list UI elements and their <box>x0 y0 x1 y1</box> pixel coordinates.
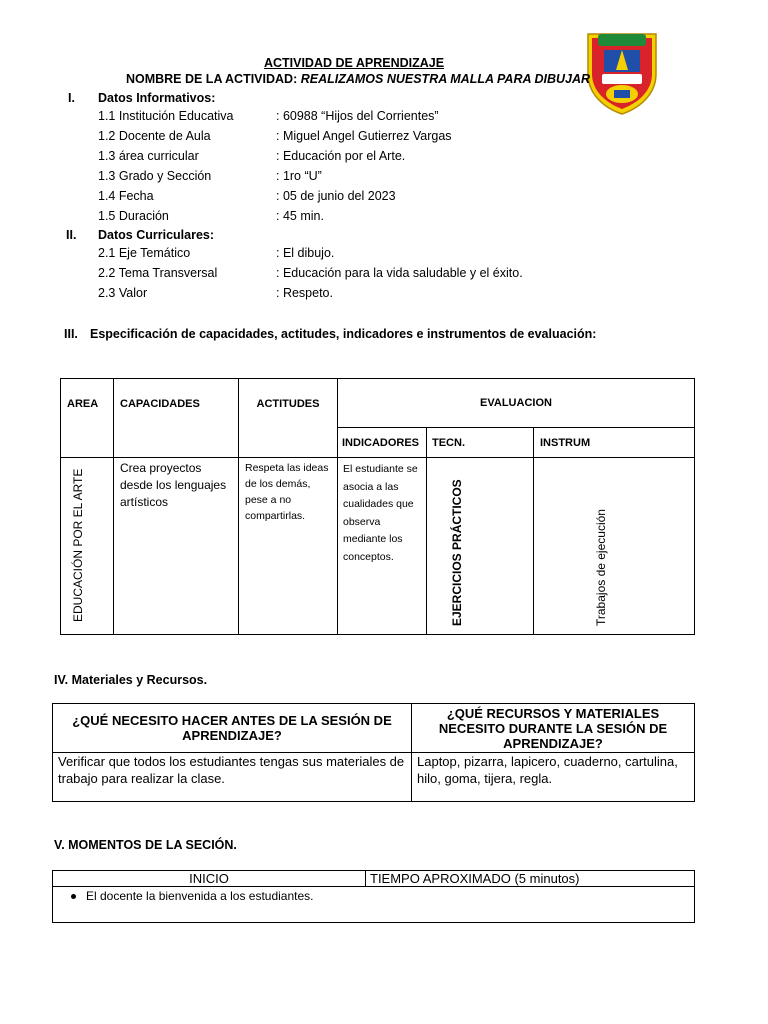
section-1-title: Datos Informativos: <box>98 91 216 105</box>
info-label: 1.3 área curricular <box>98 149 199 163</box>
cell-area <box>61 458 114 635</box>
materials-body-before: Verificar que todos los estudiantes tengas sus materiales de trabajo para realizar la clase. <box>53 753 412 802</box>
header-evaluacion: EVALUACION <box>338 379 695 428</box>
info-value: : Miguel Angel Gutierrez Vargas <box>276 129 452 143</box>
activity-name-line <box>0 72 716 86</box>
area-vertical-text: EDUCACIÓN POR EL ARTE <box>71 468 85 622</box>
evaluation-table <box>60 378 695 635</box>
header-indicadores: INDICADORES <box>338 428 427 458</box>
info-label: 1.1 Institución Educativa <box>98 109 234 123</box>
info-label: 1.2 Docente de Aula <box>98 129 211 143</box>
moments-table <box>52 870 695 923</box>
bullet-icon <box>71 894 76 899</box>
activity-name: REALIZAMOS NUESTRA MALLA PARA DIBUJAR <box>300 72 591 86</box>
info-value: : 60988 “Hijos del Corrientes” <box>276 109 439 123</box>
header-instrum: INSTRUM <box>534 428 695 458</box>
info-label: 2.2 Tema Transversal <box>98 266 218 280</box>
materials-body-during: Laptop, pizarra, lapicero, cuaderno, cartulina, hilo, goma, tijera, regla. <box>412 753 695 802</box>
moments-header-inicio: INICIO <box>53 871 366 887</box>
info-value: : Educación para la vida saludable y el éxito. <box>276 266 523 280</box>
section-4-title: IV. Materiales y Recursos. <box>54 673 208 687</box>
section-2-number: II. <box>66 228 77 242</box>
info-label: 1.5 Duración <box>98 209 169 223</box>
info-value: : Educación por el Arte. <box>276 149 406 163</box>
moments-header-time: TIEMPO APROXIMADO (5 minutos) <box>366 871 695 887</box>
header-capacidades: CAPACIDADES <box>114 379 239 458</box>
materials-table <box>52 703 695 802</box>
moments-body <box>53 887 695 923</box>
activity-label: NOMBRE DE LA ACTIVIDAD: <box>125 72 298 86</box>
section-3-title: Especificación de capacidades, actitudes, indicadores e instrumentos de evaluación: <box>90 327 597 341</box>
header-area: AREA <box>61 379 114 458</box>
info-label: 2.1 Eje Temático <box>98 246 191 260</box>
cell-tecn <box>427 458 534 635</box>
cell-indicadores: El estudiante se asocia a las cualidades que observa mediante los conceptos. <box>338 458 427 635</box>
materials-header-during: ¿QUÉ RECURSOS Y MATERIALES NECESITO DURANTE LA SESIÓN DE APRENDIZAJE? <box>412 704 695 753</box>
header-tecn: TECN. <box>427 428 534 458</box>
section-5-title: V. MOMENTOS DE LA SECIÓN. <box>54 838 237 852</box>
cell-actitudes: Respeta las ideas de los demás, pese a no compartirlas. <box>239 458 338 635</box>
tecn-vertical-text: EJERCICIOS PRÁCTICOS <box>450 479 464 626</box>
section-3-number: III. <box>64 327 78 341</box>
cell-instrum <box>534 458 695 635</box>
instrum-vertical-text: Trabajos de ejecución <box>594 509 608 626</box>
info-value: : El dibujo. <box>276 246 335 260</box>
info-value: : 1ro “U” <box>276 169 322 183</box>
moments-bullet-text: El docente la bienvenida a los estudiantes. <box>86 889 314 903</box>
info-label: 1.4 Fecha <box>98 189 154 203</box>
section-1-number: I. <box>68 91 75 105</box>
info-label: 2.3 Valor <box>98 286 148 300</box>
info-value: : 05 de junio del 2023 <box>276 189 396 203</box>
header-actitudes: ACTITUDES <box>239 379 338 458</box>
info-value: : 45 min. <box>276 209 324 223</box>
document-title: ACTIVIDAD DE APRENDIZAJE <box>263 56 445 70</box>
cell-capacidades: Crea proyectos desde los lenguajes artísticos <box>114 458 239 635</box>
info-label: 1.3 Grado y Sección <box>98 169 212 183</box>
materials-header-before: ¿QUÉ NECESITO HACER ANTES DE LA SESIÓN DE APRENDIZAJE? <box>53 704 412 753</box>
info-value: : Respeto. <box>276 286 333 300</box>
section-2-title: Datos Curriculares: <box>98 228 215 242</box>
